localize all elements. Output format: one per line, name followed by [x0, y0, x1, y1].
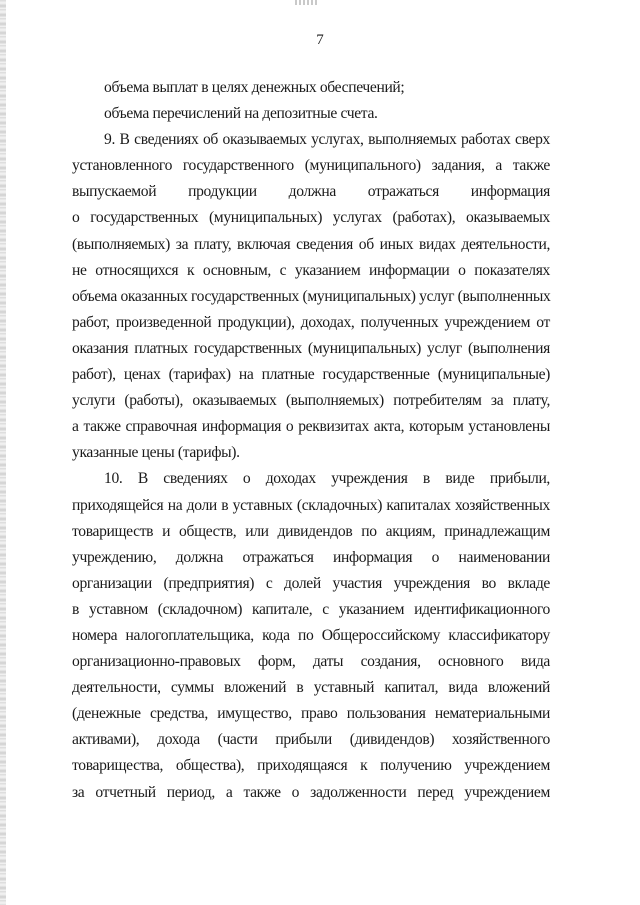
text-line: номера налогоплательщика, кода по Общероссийскому классификатору [72, 626, 550, 644]
text-line: учреждению, должна отражаться информация о наименовании [72, 548, 550, 566]
text-line: товарищества, общества), приходящаяся к получению учреждением [72, 757, 550, 775]
text-line: за отчетный период, а также о задолженности перед учреждением [72, 783, 550, 801]
text-line: товариществ и обществ, или дивидендов по акциям, принадлежащим [72, 522, 550, 540]
text-line: объема перечислений на депозитные счета. [104, 105, 378, 123]
text-line: о государственных (муниципальных) услугах (работах), оказываемых [72, 209, 550, 227]
text-line: указанные цены (тарифы). [72, 444, 240, 462]
scan-top-mark [295, 0, 317, 5]
text-line: организации (предприятия) с долей участия учреждения во вкладе [72, 574, 550, 592]
text-line: работ), ценах (тарифах) на платные государственные (муниципальные) [72, 366, 550, 384]
text-line: оказания платных государственных (муниципальных) услуг (выполнения [72, 339, 550, 357]
text-line: активами), дохода (части прибыли (дивидендов) хозяйственного [72, 731, 550, 749]
text-line: установленного государственного (муниципального) задания, а также [72, 157, 550, 175]
text-line: организационно-правовых форм, даты создания, основного вида [72, 653, 550, 671]
text-line: приходящейся на доли в уставных (складочных) капиталах хозяйственных [72, 496, 550, 514]
text-line: 10. В сведениях о доходах учреждения в виде прибыли, [104, 470, 550, 488]
page-number: 7 [316, 32, 324, 48]
text-line: работ, произведенной продукции), доходах, полученных учреждением от [72, 313, 550, 331]
text-line: выпускаемой продукции должна отражаться информация [72, 183, 550, 201]
text-line: (денежные средства, имущество, право пользования нематериальными [72, 705, 550, 723]
scan-edge [0, 0, 6, 905]
text-line: не относящихся к основным, с указанием информации о показателях [72, 261, 550, 279]
text-line: услуги (работы), оказываемых (выполняемых) потребителям за плату, [72, 392, 550, 410]
document-body [72, 75, 550, 806]
text-line: в уставном (складочном) капитале, с указанием идентификационного [72, 600, 550, 618]
text-line: объема выплат в целях денежных обеспечений; [104, 79, 405, 96]
text-line: объема оказанных государственных (муниципальных) услуг (выполненных [72, 287, 551, 305]
text-line: 9. В сведениях об оказываемых услугах, выполняемых работах сверх [104, 131, 550, 149]
text-line: а также справочная информация о реквизитах акта, которым установлены [72, 418, 550, 436]
text-line: (выполняемых) за плату, включая сведения об иных видах деятельности, [72, 235, 550, 253]
text-line: деятельности, суммы вложений в уставный капитал, вида вложений [72, 679, 550, 697]
